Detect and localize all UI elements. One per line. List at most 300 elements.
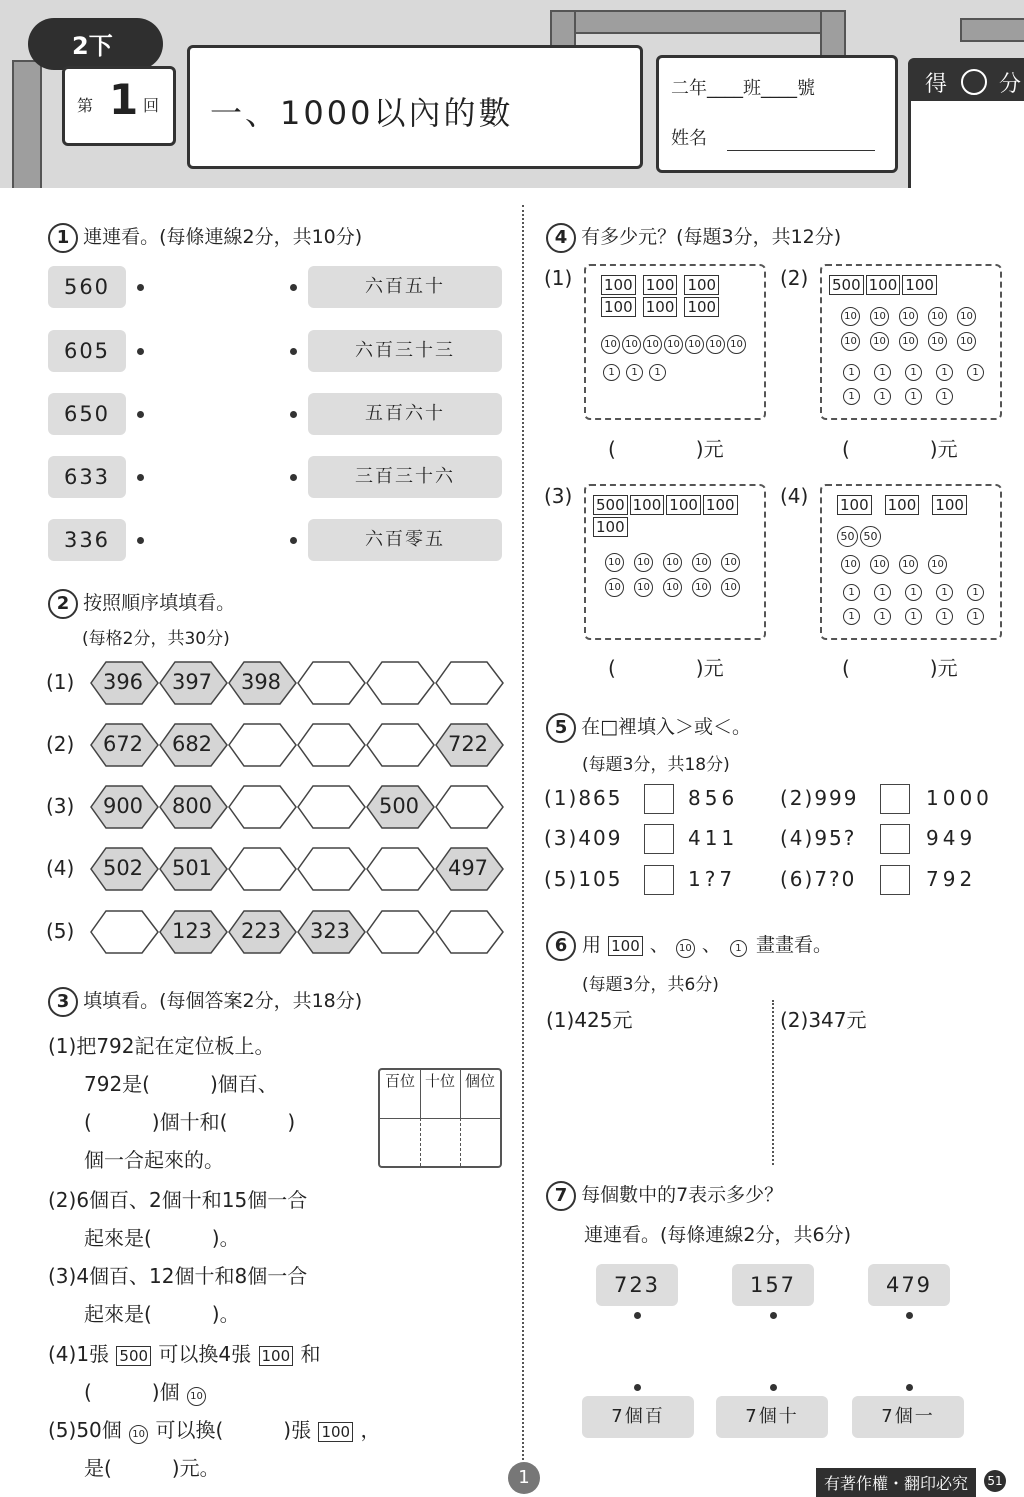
q2-number: 2: [48, 589, 78, 619]
q1-left-dot[interactable]: [137, 284, 144, 291]
q5-answer-box[interactable]: [644, 865, 674, 895]
q2-hex-cell: [297, 909, 367, 955]
q7-place-item: 7個一: [852, 1396, 964, 1438]
coin-1-icon: 1: [603, 364, 620, 381]
coin-1-icon: 1: [874, 584, 891, 601]
round-box: [62, 66, 176, 146]
text: 、: [649, 934, 669, 956]
q6-part-1: (1)425元: [546, 1008, 633, 1032]
divider: [460, 1118, 461, 1166]
q1-right-item: 三百三十六: [308, 456, 502, 498]
q1-right-item: 六百三十三: [308, 330, 502, 372]
q2-hex-value: [297, 846, 363, 890]
coin-10-icon: 10: [721, 553, 740, 572]
coin-10-icon: 10: [957, 332, 976, 351]
q6-part-2: (2)347元: [780, 1008, 867, 1032]
coin-50-icon: 50: [837, 526, 858, 547]
q1-left-dot[interactable]: [137, 537, 144, 544]
q5-left-value: (6)7?0: [780, 867, 857, 891]
q5-right-value: 1?7: [688, 867, 737, 891]
q2-hex-value: [228, 784, 294, 828]
coin-10-icon: 10: [692, 578, 711, 597]
q5-answer-box[interactable]: [880, 824, 910, 854]
q2-hex-value: [228, 722, 294, 766]
q2-hex-value: 123: [171, 919, 213, 943]
column-divider: [522, 205, 524, 1460]
coin-10-icon: 10: [663, 553, 682, 572]
q2-hex-value: [366, 660, 432, 704]
q1-heading: [48, 222, 362, 253]
money-row: [592, 494, 762, 538]
q2-hex-cell[interactable]: [297, 846, 367, 892]
money-row: [836, 494, 996, 516]
q2-row-label: (3): [46, 794, 75, 818]
q2-hex-value: 502: [102, 856, 144, 880]
q1-right-item: 六百五十: [308, 266, 502, 308]
copyright-notice: 有著作權・翻印必究: [816, 1468, 976, 1497]
q2-hex-cell: [90, 846, 160, 892]
q2-hex-value: [366, 722, 432, 766]
header-banner: [0, 0, 1024, 188]
q3-p3-line-a: (3)4個百、12個十和8個一合: [48, 1264, 308, 1288]
q2-hex-value: 501: [171, 856, 213, 880]
q2-hex-value: [435, 784, 501, 828]
q1-right-item: 五百六十: [308, 393, 502, 435]
coin-1-icon: 1: [936, 388, 953, 405]
money-row: [836, 580, 996, 628]
q5-answer-box[interactable]: [880, 865, 910, 895]
coin-10-icon: 10: [841, 307, 860, 326]
text: (5)50個: [48, 1418, 122, 1442]
q7-number-item: 157: [732, 1264, 814, 1306]
banknote-500: 500: [116, 1346, 151, 1366]
coin-10-icon: 10: [928, 332, 947, 351]
q7-title: 每個數中的7表示多少？: [581, 1184, 784, 1206]
q7-top-dot[interactable]: [906, 1312, 913, 1319]
q2-hex-value: [297, 784, 363, 828]
q3-p1-line-c: 個一合起來的。: [84, 1148, 224, 1172]
q2-hex-cell: [159, 784, 229, 830]
coin-1-icon: 1: [843, 608, 860, 625]
q3-p2-line-b: 起來是( )。: [84, 1226, 240, 1250]
q2-hex-cell[interactable]: [435, 909, 505, 955]
coin-1-icon: 1: [936, 364, 953, 381]
q1-left-item: 605: [48, 330, 126, 372]
q5-answer-box[interactable]: [644, 824, 674, 854]
q2-hex-value: [228, 846, 294, 890]
text: 可以換4張: [158, 1342, 252, 1366]
q3-p4-line-b: [84, 1376, 207, 1408]
q1-number: 1: [48, 223, 78, 253]
q6-subtitle: (每題3分，共6分): [582, 975, 719, 995]
q4-label: (3): [544, 484, 573, 508]
coin-1-icon: 1: [874, 388, 891, 405]
coin-10-icon: 10: [721, 578, 740, 597]
coin-1-icon: 1: [874, 608, 891, 625]
q3-p2-line-a: (2)6個百、2個十和15個一合: [48, 1188, 308, 1212]
q2-hex-value: [297, 722, 363, 766]
coin-1-icon: 1: [967, 584, 984, 601]
coin-10-icon: 10: [841, 332, 860, 351]
text: 和: [300, 1342, 321, 1366]
q2-hex-value: [366, 909, 432, 953]
text: ，: [360, 1418, 381, 1442]
banknote-100: 100: [593, 517, 628, 537]
coin-10-icon: 10: [957, 307, 976, 326]
text: 可以換( )張: [155, 1418, 312, 1442]
money-row: [600, 550, 760, 600]
money-row: [836, 524, 882, 549]
q5-left-value: (5)105: [544, 867, 623, 891]
q7-bottom-dot[interactable]: [770, 1384, 777, 1391]
student-info-box: [656, 55, 898, 173]
q1-left-dot[interactable]: [137, 348, 144, 355]
q2-hex-value: [297, 660, 363, 704]
q2-title: 按照順序填填看。: [83, 592, 236, 614]
q1-right-dot[interactable]: [290, 474, 297, 481]
pipe-decoration: [12, 60, 42, 188]
q2-hex-cell: [366, 784, 436, 830]
coin-10-icon: 10: [605, 553, 624, 572]
q2-hex-cell[interactable]: [228, 846, 298, 892]
coin-10-icon: 10: [870, 332, 889, 351]
score-label-left: 得: [925, 72, 948, 97]
q2-hex-cell[interactable]: [366, 846, 436, 892]
q2-hex-value: [90, 909, 156, 953]
q4-answer-3[interactable]: ( )元: [608, 656, 724, 680]
q4-label: (1): [544, 266, 573, 290]
coin-10-icon: 10: [841, 555, 860, 574]
coin-10-icon: 10: [692, 553, 711, 572]
banknote-100: 100: [885, 495, 920, 515]
banknote-100: 100: [932, 495, 967, 515]
pipe-decoration: [550, 10, 844, 34]
q4-answer-2[interactable]: ( )元: [842, 437, 958, 461]
q2-hex-value: [366, 846, 432, 890]
q4-heading: [546, 222, 841, 253]
q2-hex-value: 900: [102, 794, 144, 818]
coin-1-icon: 1: [874, 364, 891, 381]
title-box: [187, 45, 643, 169]
q5-subtitle: (每題3分，共18分): [582, 755, 730, 775]
score-circle-icon: [961, 69, 987, 95]
name-label: 姓名: [671, 128, 707, 149]
coin-1-icon: 1: [843, 584, 860, 601]
q2-hex-cell: [159, 722, 229, 768]
q1-left-item: 560: [48, 266, 126, 308]
q2-hex-cell: [159, 660, 229, 706]
q1-right-dot[interactable]: [290, 411, 297, 418]
coin-10-icon: 10: [634, 578, 653, 597]
q3-p5-line-a: [48, 1414, 380, 1446]
coin-10-icon: 10: [899, 332, 918, 351]
q2-hex-cell[interactable]: [435, 660, 505, 706]
coin-10-icon: 10: [899, 555, 918, 574]
q2-hex-cell[interactable]: [297, 784, 367, 830]
bottom-page-marker: 1: [508, 1462, 540, 1494]
q5-answer-box[interactable]: [644, 784, 674, 814]
banknote-500: 500: [593, 495, 628, 515]
coin-10-icon: 10: [899, 307, 918, 326]
q2-hex-value: 323: [309, 919, 351, 943]
q1-left-item: 336: [48, 519, 126, 561]
q1-right-dot[interactable]: [290, 348, 297, 355]
coin-1-icon: 1: [843, 364, 860, 381]
q2-hex-value: [435, 660, 501, 704]
text: (4)1張: [48, 1342, 110, 1366]
q1-left-dot[interactable]: [137, 474, 144, 481]
q2-hex-cell: [90, 660, 160, 706]
banknote-500: 500: [829, 275, 864, 295]
banknote-100: 100: [866, 275, 901, 295]
q2-hex-cell: [228, 660, 298, 706]
q2-hex-cell[interactable]: [297, 660, 367, 706]
banknote-100: 100: [837, 495, 872, 515]
banknote-100: 100: [684, 275, 719, 295]
grade-label: 2下: [72, 32, 113, 60]
q7-bottom-dot[interactable]: [634, 1384, 641, 1391]
q5-number: 5: [546, 713, 576, 743]
q6-number: 6: [546, 931, 576, 961]
round-number: 1: [109, 75, 139, 124]
coin-10-icon: 10: [706, 335, 725, 354]
coin-1-icon: 1: [905, 584, 922, 601]
name-underline[interactable]: [727, 150, 875, 151]
score-label-right: 分: [999, 72, 1022, 97]
coin-10-icon: 10: [605, 578, 624, 597]
q2-hex-cell[interactable]: [228, 722, 298, 768]
q2-row-label: (5): [46, 919, 75, 943]
q2-hex-cell[interactable]: [435, 784, 505, 830]
place-header-tens: 十位: [420, 1070, 461, 1119]
q2-hex-cell[interactable]: [366, 660, 436, 706]
q2-hex-value: 223: [240, 919, 282, 943]
q3-p4-line-a: [48, 1338, 321, 1367]
q4-answer-1[interactable]: ( )元: [608, 437, 724, 461]
divider: [420, 1118, 421, 1166]
q3-p5-line-b: 是( )元。: [84, 1456, 220, 1480]
q5-title: 在□裡填入＞或＜。: [581, 716, 752, 738]
q2-hex-cell: [228, 909, 298, 955]
q5-right-value: 792: [926, 867, 977, 891]
coin-1-icon: 1: [730, 940, 747, 957]
q2-hex-cell[interactable]: [366, 722, 436, 768]
place-value-board[interactable]: [378, 1068, 502, 1168]
coin-10-icon: 10: [622, 335, 641, 354]
banknote-100: 100: [666, 495, 701, 515]
q7-number-item: 479: [868, 1264, 950, 1306]
banknote-100: 100: [703, 495, 738, 515]
coin-10-icon: 10: [187, 1387, 206, 1406]
q1-left-dot[interactable]: [137, 411, 144, 418]
page-number: 51: [984, 1470, 1006, 1492]
q4-number: 4: [546, 223, 576, 253]
q4-answer-4[interactable]: ( )元: [842, 656, 958, 680]
class-line: 二年____班____號: [671, 78, 815, 99]
q5-right-value: 856: [688, 786, 739, 810]
q3-number: 3: [48, 987, 78, 1017]
q7-number-item: 723: [596, 1264, 678, 1306]
q5-heading: [546, 712, 751, 743]
q7-top-dot[interactable]: [634, 1312, 641, 1319]
q6-drawing-area-2[interactable]: [780, 1030, 1000, 1165]
coin-10-icon: 10: [129, 1425, 148, 1444]
money-box-4: [820, 484, 1002, 640]
q3-title: 填填看。(每個答案2分，共18分): [83, 990, 363, 1012]
banknote-100: 100: [902, 275, 937, 295]
text: 用: [582, 934, 602, 956]
banknote-100: 100: [630, 495, 665, 515]
q3-p1-line-b: ( )個十和( ): [84, 1110, 296, 1134]
coin-1-icon: 1: [936, 608, 953, 625]
q2-heading: [48, 588, 235, 619]
coin-1-icon: 1: [905, 388, 922, 405]
page-title: 一、1000以內的數: [210, 94, 514, 132]
place-header-hundreds: 百位: [380, 1070, 421, 1119]
money-row: [836, 552, 952, 577]
banknote-100: 100: [643, 297, 678, 317]
coin-10-icon: 10: [664, 335, 683, 354]
coin-1-icon: 1: [626, 364, 643, 381]
q2-hex-cell[interactable]: [297, 722, 367, 768]
banknote-100: 100: [601, 275, 636, 295]
q2-row-label: (4): [46, 856, 75, 880]
text: 畫畫看。: [756, 934, 833, 956]
coin-10-icon: 10: [634, 553, 653, 572]
q2-row-label: (1): [46, 670, 75, 694]
q2-hex-cell: [159, 846, 229, 892]
money-row: [836, 304, 996, 354]
pipe-decoration: [960, 18, 1024, 42]
money-row: [600, 360, 669, 383]
coin-50-icon: 50: [860, 526, 881, 547]
q2-hex-cell[interactable]: [90, 909, 160, 955]
q5-left-value: (1)865: [544, 786, 623, 810]
coin-10-icon: 10: [727, 335, 746, 354]
q2-hex-cell[interactable]: [228, 784, 298, 830]
money-row: [836, 360, 996, 408]
coin-10-icon: 10: [663, 578, 682, 597]
q5-answer-box[interactable]: [880, 784, 910, 814]
score-box: [908, 58, 1024, 188]
q6-divider: [772, 1000, 774, 1165]
q2-hex-value: [435, 909, 501, 953]
q2-hex-cell[interactable]: [366, 909, 436, 955]
banknote-100: 100: [259, 1346, 294, 1366]
coin-1-icon: 1: [649, 364, 666, 381]
q3-heading: [48, 986, 362, 1017]
q2-hex-cell: [435, 846, 505, 892]
q5-left-value: (2)999: [780, 786, 859, 810]
q3-p3-line-b: 起來是( )。: [84, 1302, 240, 1326]
banknote-100: 100: [601, 297, 636, 317]
q6-heading: [546, 930, 832, 961]
q2-hex-value: 800: [171, 794, 213, 818]
coin-1-icon: 1: [843, 388, 860, 405]
q1-right-item: 六百零五: [308, 519, 502, 561]
banknote-100: 100: [684, 297, 719, 317]
q5-right-value: 1000: [926, 786, 993, 810]
round-suffix: 回: [143, 96, 160, 115]
q2-subtitle: (每格2分，共30分): [82, 629, 230, 649]
q2-hex-cell: [90, 722, 160, 768]
q1-right-dot[interactable]: [290, 284, 297, 291]
coin-1-icon: 1: [905, 364, 922, 381]
q6-drawing-area-1[interactable]: [546, 1030, 766, 1165]
money-box-1: [584, 264, 766, 420]
banknote-100: 100: [608, 936, 643, 956]
q2-hex-value: 672: [102, 732, 144, 756]
score-header: [911, 61, 1024, 101]
q7-top-dot[interactable]: [770, 1312, 777, 1319]
q7-bottom-dot[interactable]: [906, 1384, 913, 1391]
round-prefix: 第: [77, 96, 94, 115]
text: 、: [701, 934, 721, 956]
q2-hex-cell: [90, 784, 160, 830]
q7-subtitle: 連連看。(每條連線2分，共6分): [584, 1224, 852, 1246]
q2-hex-cell: [159, 909, 229, 955]
coin-1-icon: 1: [967, 608, 984, 625]
coin-10-icon: 10: [928, 307, 947, 326]
q5-left-value: (4)95?: [780, 826, 857, 850]
q5-left-value: (3)409: [544, 826, 623, 850]
place-header-ones: 個位: [460, 1070, 500, 1119]
q2-row-label: (2): [46, 732, 75, 756]
money-box-2: [820, 264, 1002, 420]
q4-title: 有多少元？(每題3分，共12分): [581, 226, 842, 248]
coin-10-icon: 10: [685, 335, 704, 354]
q3-p1-line-a: 792是( )個百、: [84, 1072, 278, 1096]
coin-10-icon: 10: [870, 307, 889, 326]
coin-10-icon: 10: [928, 555, 947, 574]
q1-right-dot[interactable]: [290, 537, 297, 544]
q2-hex-value: 397: [171, 670, 213, 694]
q2-hex-value: 682: [171, 732, 213, 756]
q7-number: 7: [546, 1181, 576, 1211]
banknote-100: 100: [643, 275, 678, 295]
money-row: [828, 274, 938, 296]
q4-label: (2): [780, 266, 809, 290]
q2-hex-cell: [435, 722, 505, 768]
q3-p1-intro: (1)把792記在定位板上。: [48, 1034, 275, 1058]
q2-hex-value: 497: [447, 856, 489, 880]
q1-left-item: 633: [48, 456, 126, 498]
coin-10-icon: 10: [870, 555, 889, 574]
coin-10-icon: 10: [601, 335, 620, 354]
coin-10-icon: 10: [643, 335, 662, 354]
q2-hex-value: 722: [447, 732, 489, 756]
text: ( )個: [84, 1380, 180, 1404]
coin-1-icon: 1: [936, 584, 953, 601]
q4-label: (4): [780, 484, 809, 508]
q1-title: 連連看。(每條連線2分，共10分): [83, 226, 363, 248]
coin-1-icon: 1: [967, 364, 984, 381]
q5-right-value: 949: [926, 826, 977, 850]
q5-right-value: 411: [688, 826, 739, 850]
coin-10-icon: 10: [676, 939, 695, 958]
q2-hex-value: 398: [240, 670, 282, 694]
q7-place-item: 7個百: [582, 1396, 694, 1438]
money-row: [600, 332, 747, 356]
q2-hex-value: 396: [102, 670, 144, 694]
q7-heading: [546, 1180, 783, 1211]
q7-place-item: 7個十: [716, 1396, 828, 1438]
money-row: [600, 274, 760, 318]
q2-hex-value: 500: [378, 794, 420, 818]
banknote-100: 100: [318, 1422, 353, 1442]
q1-left-item: 650: [48, 393, 126, 435]
money-box-3: [584, 484, 766, 640]
